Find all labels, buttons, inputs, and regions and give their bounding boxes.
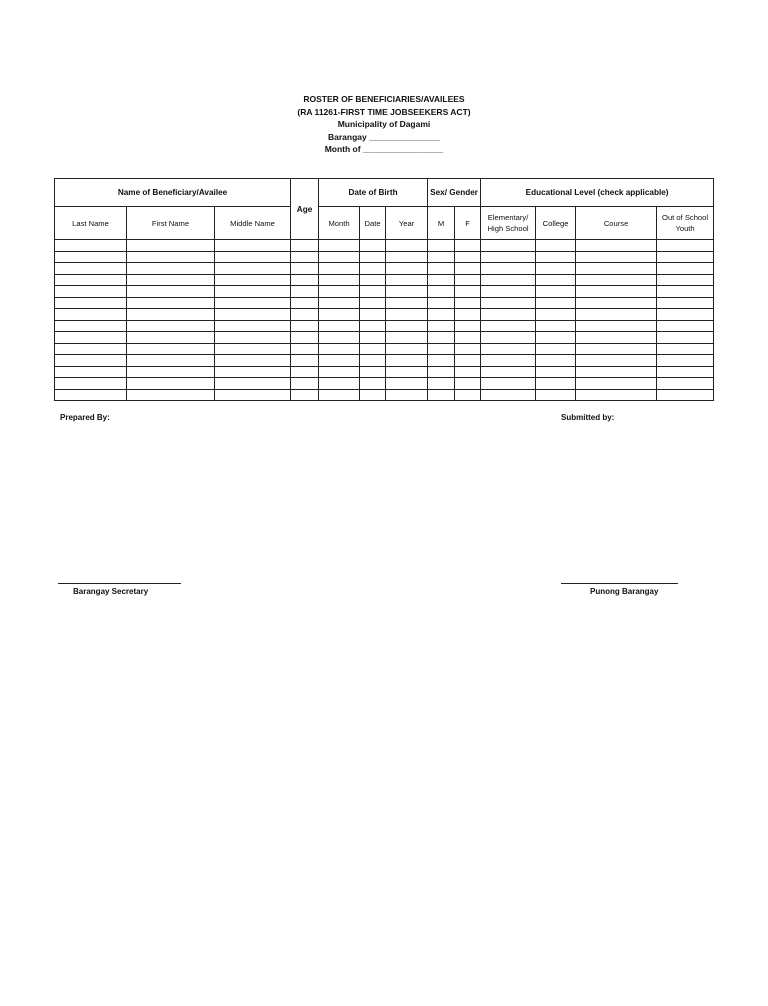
form-header [0, 93, 768, 156]
form-municipality: Municipality of Dagami [337, 119, 431, 129]
table-cell[interactable] [481, 389, 536, 401]
table-cell[interactable] [55, 297, 127, 309]
table-cell[interactable] [55, 320, 127, 332]
table-cell[interactable] [428, 343, 455, 355]
table-cell[interactable] [127, 389, 215, 401]
table-cell[interactable] [127, 355, 215, 367]
form-barangay: Barangay _______________ [327, 131, 440, 142]
table-cell[interactable] [536, 343, 576, 355]
male-header: M [428, 207, 455, 240]
table-cell[interactable] [215, 343, 291, 355]
table-cell[interactable] [657, 251, 714, 263]
table-cell[interactable] [55, 389, 127, 401]
table-cell[interactable] [291, 355, 319, 367]
table-cell[interactable] [428, 263, 455, 275]
table-cell[interactable] [481, 378, 536, 390]
table-cell[interactable] [55, 286, 127, 298]
roster-body [55, 240, 714, 401]
table-row [55, 240, 714, 252]
table-cell[interactable] [55, 263, 127, 275]
table-cell[interactable] [215, 366, 291, 378]
table-cell[interactable] [455, 309, 481, 321]
table-cell[interactable] [455, 320, 481, 332]
table-cell[interactable] [291, 343, 319, 355]
table-cell[interactable] [319, 274, 360, 286]
table-cell[interactable] [428, 274, 455, 286]
form-act: (RA 11261-FIRST TIME JOBSEEKERS ACT) [297, 106, 471, 117]
table-cell[interactable] [657, 332, 714, 344]
table-cell[interactable] [657, 274, 714, 286]
table-cell[interactable] [455, 251, 481, 263]
table-cell[interactable] [127, 274, 215, 286]
table-cell[interactable] [481, 309, 536, 321]
last-name-header: Last Name [55, 207, 127, 240]
table-cell[interactable] [386, 274, 428, 286]
table-cell[interactable] [576, 240, 657, 252]
table-cell[interactable] [657, 320, 714, 332]
table-cell[interactable] [481, 286, 536, 298]
table-cell[interactable] [455, 332, 481, 344]
table-cell[interactable] [127, 378, 215, 390]
table-cell[interactable] [55, 240, 127, 252]
table-cell[interactable] [386, 332, 428, 344]
table-cell[interactable] [455, 297, 481, 309]
table-cell[interactable] [360, 240, 386, 252]
table-cell[interactable] [55, 343, 127, 355]
table-cell[interactable] [127, 332, 215, 344]
signature-line-left [58, 583, 181, 584]
table-cell[interactable] [319, 320, 360, 332]
table-cell[interactable] [319, 343, 360, 355]
table-row [55, 355, 714, 367]
table-cell[interactable] [455, 343, 481, 355]
table-row [55, 332, 714, 344]
table-cell[interactable] [428, 389, 455, 401]
table-cell[interactable] [657, 366, 714, 378]
table-cell[interactable] [428, 366, 455, 378]
table-cell[interactable] [455, 240, 481, 252]
signature-line-right [561, 583, 678, 584]
table-cell[interactable] [576, 366, 657, 378]
table-cell[interactable] [319, 378, 360, 390]
table-cell[interactable] [536, 297, 576, 309]
table-cell[interactable] [360, 332, 386, 344]
table-cell[interactable] [360, 251, 386, 263]
table-cell[interactable] [536, 309, 576, 321]
table-cell[interactable] [127, 297, 215, 309]
table-cell[interactable] [319, 355, 360, 367]
table-cell[interactable] [657, 389, 714, 401]
dob-group-header: Date of Birth [319, 179, 428, 207]
table-cell[interactable] [215, 332, 291, 344]
table-cell[interactable] [215, 263, 291, 275]
table-cell[interactable] [360, 355, 386, 367]
table-cell[interactable] [481, 355, 536, 367]
table-cell[interactable] [481, 240, 536, 252]
age-header: Age [291, 179, 319, 240]
form-month: Month of _________________ [324, 144, 444, 154]
table-cell[interactable] [576, 297, 657, 309]
table-cell[interactable] [319, 389, 360, 401]
table-cell[interactable] [481, 320, 536, 332]
table-cell[interactable] [291, 286, 319, 298]
table-cell[interactable] [657, 263, 714, 275]
table-cell[interactable] [127, 366, 215, 378]
table-row [55, 366, 714, 378]
table-cell[interactable] [291, 378, 319, 390]
table-cell[interactable] [291, 332, 319, 344]
table-cell[interactable] [386, 297, 428, 309]
table-cell[interactable] [55, 355, 127, 367]
table-cell[interactable] [360, 297, 386, 309]
table-cell[interactable] [481, 366, 536, 378]
table-cell[interactable] [360, 378, 386, 390]
table-cell[interactable] [428, 320, 455, 332]
table-cell[interactable] [386, 240, 428, 252]
table-cell[interactable] [319, 366, 360, 378]
table-cell[interactable] [291, 251, 319, 263]
table-cell[interactable] [428, 355, 455, 367]
table-row [55, 389, 714, 401]
middle-name-header: Middle Name [215, 207, 291, 240]
education-group-header: Educational Level (check applicable) [481, 179, 714, 207]
table-cell[interactable] [55, 332, 127, 344]
table-cell[interactable] [319, 297, 360, 309]
table-cell[interactable] [576, 378, 657, 390]
table-cell[interactable] [536, 251, 576, 263]
table-row [55, 320, 714, 332]
table-cell[interactable] [319, 286, 360, 298]
table-cell[interactable] [215, 240, 291, 252]
year-header: Year [386, 207, 428, 240]
table-cell[interactable] [215, 297, 291, 309]
table-cell[interactable] [127, 309, 215, 321]
table-cell[interactable] [428, 297, 455, 309]
table-cell[interactable] [291, 263, 319, 275]
barangay-secretary-label: Barangay Secretary [73, 587, 149, 596]
table-cell[interactable] [127, 251, 215, 263]
table-cell[interactable] [55, 274, 127, 286]
table-cell[interactable] [386, 366, 428, 378]
table-cell[interactable] [576, 274, 657, 286]
table-cell[interactable] [536, 378, 576, 390]
table-cell[interactable] [291, 274, 319, 286]
college-header: College [536, 207, 576, 240]
table-cell[interactable] [386, 320, 428, 332]
table-cell[interactable] [576, 332, 657, 344]
table-cell[interactable] [319, 251, 360, 263]
form-title: ROSTER OF BENEFICIARIES/AVAILEES [303, 94, 465, 104]
table-cell[interactable] [428, 286, 455, 298]
table-cell[interactable] [215, 309, 291, 321]
table-cell[interactable] [455, 378, 481, 390]
table-cell[interactable] [455, 389, 481, 401]
table-cell[interactable] [386, 263, 428, 275]
table-cell[interactable] [360, 366, 386, 378]
table-cell[interactable] [481, 274, 536, 286]
table-row [55, 343, 714, 355]
table-cell[interactable] [215, 286, 291, 298]
table-cell[interactable] [360, 286, 386, 298]
roster-table [54, 178, 714, 401]
first-name-header: First Name [127, 207, 215, 240]
table-cell[interactable] [55, 309, 127, 321]
table-cell[interactable] [657, 297, 714, 309]
table-cell[interactable] [428, 309, 455, 321]
table-cell[interactable] [55, 378, 127, 390]
table-cell[interactable] [576, 320, 657, 332]
table-cell[interactable] [576, 263, 657, 275]
sex-group-header: Sex/ Gender [428, 179, 481, 207]
table-cell[interactable] [360, 343, 386, 355]
elementary-highschool-header: Elementary/ High School [481, 207, 536, 240]
table-row [55, 297, 714, 309]
table-cell[interactable] [536, 263, 576, 275]
table-cell[interactable] [455, 366, 481, 378]
table-cell[interactable] [291, 297, 319, 309]
table-cell[interactable] [481, 332, 536, 344]
table-cell[interactable] [127, 343, 215, 355]
table-cell[interactable] [215, 389, 291, 401]
table-cell[interactable] [291, 389, 319, 401]
table-cell[interactable] [481, 343, 536, 355]
table-cell[interactable] [360, 274, 386, 286]
table-cell[interactable] [428, 378, 455, 390]
table-cell[interactable] [127, 320, 215, 332]
out-of-school-youth-header: Out of School Youth [657, 207, 714, 240]
table-cell[interactable] [481, 297, 536, 309]
table-cell[interactable] [127, 286, 215, 298]
table-cell[interactable] [386, 343, 428, 355]
table-cell[interactable] [657, 355, 714, 367]
table-cell[interactable] [428, 251, 455, 263]
table-cell[interactable] [127, 263, 215, 275]
table-cell[interactable] [291, 309, 319, 321]
table-cell[interactable] [576, 389, 657, 401]
table-cell[interactable] [319, 263, 360, 275]
table-row [55, 263, 714, 275]
table-cell[interactable] [657, 309, 714, 321]
table-cell[interactable] [215, 251, 291, 263]
table-cell[interactable] [55, 251, 127, 263]
table-cell[interactable] [536, 320, 576, 332]
table-cell[interactable] [386, 286, 428, 298]
table-cell[interactable] [576, 251, 657, 263]
table-cell[interactable] [428, 332, 455, 344]
table-cell[interactable] [455, 274, 481, 286]
table-cell[interactable] [319, 332, 360, 344]
table-cell[interactable] [291, 240, 319, 252]
table-cell[interactable] [291, 320, 319, 332]
table-cell[interactable] [657, 240, 714, 252]
table-cell[interactable] [215, 355, 291, 367]
table-cell[interactable] [455, 286, 481, 298]
table-cell[interactable] [386, 389, 428, 401]
table-cell[interactable] [360, 309, 386, 321]
table-row [55, 286, 714, 298]
submitted-by-label: Submitted by: [561, 413, 615, 422]
table-cell[interactable] [215, 378, 291, 390]
table-row [55, 309, 714, 321]
table-cell[interactable] [386, 378, 428, 390]
table-cell[interactable] [536, 366, 576, 378]
table-cell[interactable] [576, 286, 657, 298]
table-cell[interactable] [386, 251, 428, 263]
table-cell[interactable] [386, 309, 428, 321]
table-row [55, 378, 714, 390]
table-cell[interactable] [455, 263, 481, 275]
table-cell[interactable] [481, 263, 536, 275]
table-cell[interactable] [360, 320, 386, 332]
table-cell[interactable] [536, 332, 576, 344]
table-cell[interactable] [481, 251, 536, 263]
table-cell[interactable] [386, 355, 428, 367]
table-cell[interactable] [428, 240, 455, 252]
table-cell[interactable] [576, 355, 657, 367]
table-cell[interactable] [657, 378, 714, 390]
table-cell[interactable] [536, 389, 576, 401]
table-cell[interactable] [215, 320, 291, 332]
table-cell[interactable] [657, 343, 714, 355]
course-header: Course [576, 207, 657, 240]
table-row [55, 251, 714, 263]
name-group-header: Name of Beneficiary/Availee [55, 179, 291, 207]
table-cell[interactable] [455, 355, 481, 367]
table-cell[interactable] [536, 240, 576, 252]
table-cell[interactable] [55, 366, 127, 378]
table-cell[interactable] [127, 240, 215, 252]
table-cell[interactable] [215, 274, 291, 286]
punong-barangay-label: Punong Barangay [590, 587, 659, 596]
female-header: F [455, 207, 481, 240]
date-header: Date [360, 207, 386, 240]
prepared-by-label: Prepared By: [60, 413, 110, 422]
table-cell[interactable] [576, 309, 657, 321]
table-cell[interactable] [576, 343, 657, 355]
table-cell[interactable] [319, 309, 360, 321]
table-cell[interactable] [536, 355, 576, 367]
table-cell[interactable] [360, 263, 386, 275]
table-cell[interactable] [360, 389, 386, 401]
table-cell[interactable] [536, 286, 576, 298]
month-header: Month [319, 207, 360, 240]
table-cell[interactable] [536, 274, 576, 286]
table-cell[interactable] [291, 366, 319, 378]
table-row [55, 274, 714, 286]
table-cell[interactable] [657, 286, 714, 298]
table-cell[interactable] [319, 240, 360, 252]
